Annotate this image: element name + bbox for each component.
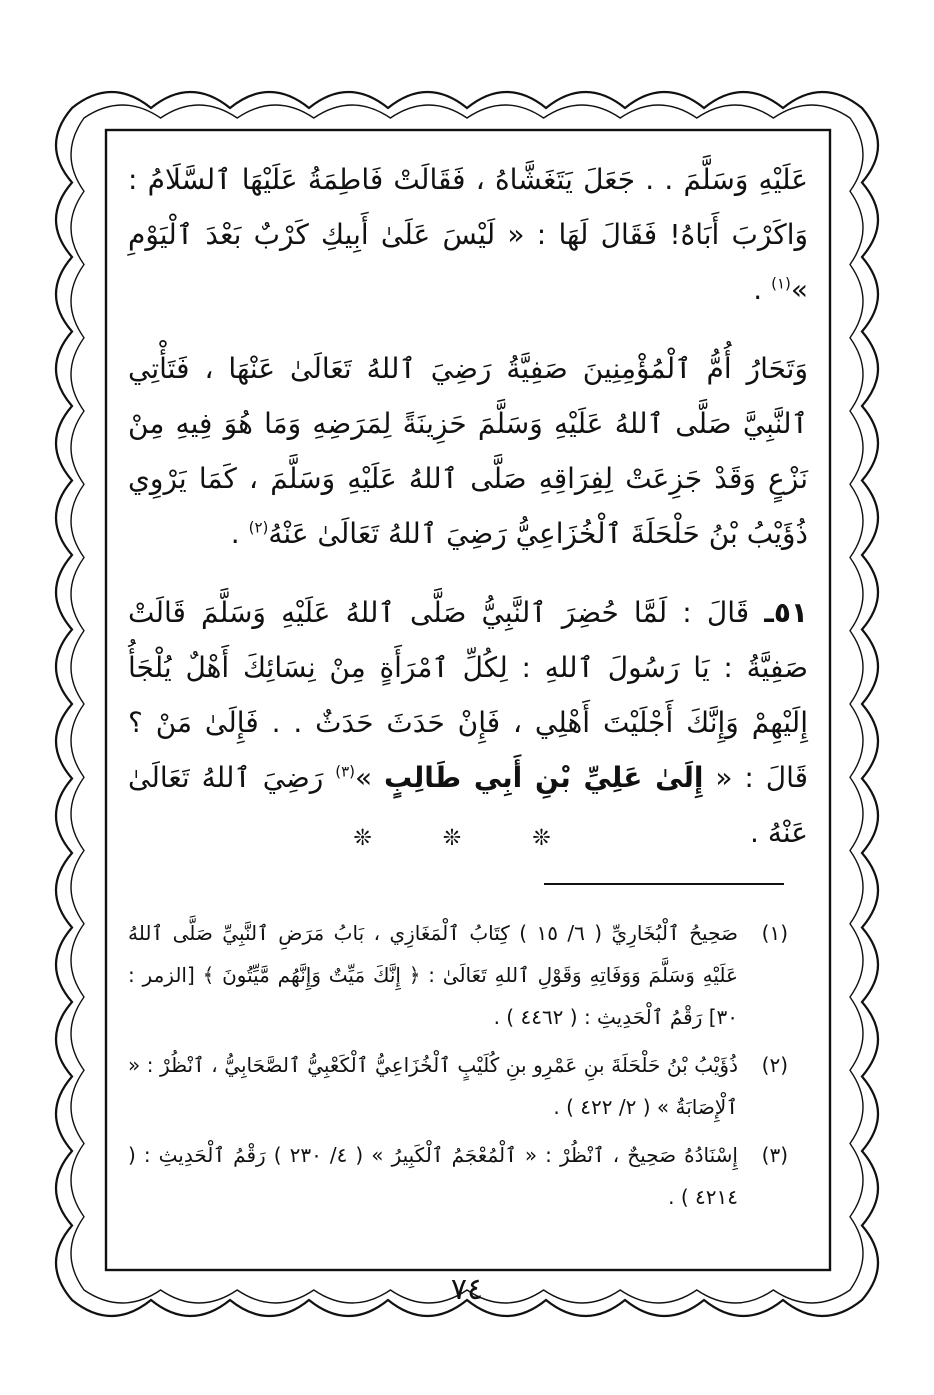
paragraph-2-end: . bbox=[230, 517, 249, 550]
footnote-number: (٣) bbox=[761, 1143, 788, 1167]
paragraph-3-end: رَضِيَ ٱللهُ تَعَالَىٰ عَنْهُ . bbox=[128, 761, 808, 849]
footnote-item bbox=[128, 1044, 788, 1128]
footnote-ref-3: (٣) bbox=[335, 762, 356, 781]
page-number: ٧٤ bbox=[450, 1272, 484, 1307]
hadith-number: ٥١ـ bbox=[764, 596, 808, 629]
paragraph-3-quote-bold: إِلَىٰ عَلِيِّ بْنِ أَبِي طَالِبٍ bbox=[384, 761, 704, 794]
footnote-item bbox=[128, 912, 788, 1038]
footnote-ref-1: (١) bbox=[771, 274, 791, 293]
footnote-divider bbox=[544, 883, 784, 885]
section-separator: ❊ ❊ ❊ bbox=[353, 826, 583, 851]
footnote-ref-2: (٢) bbox=[248, 518, 269, 537]
paragraph-1 bbox=[128, 152, 808, 317]
paragraph-2 bbox=[128, 341, 808, 561]
paragraph-2-text: وَتَحَارُ أُمُّ ٱلْمُؤْمِنِينَ صَفِيَّةُ رَضِيَ ٱللهُ تَعَالَىٰ عَنْهَا ، فَتَأْتِي ٱلنَّبِيَّ صَلَّى ٱللهُ عَلَيْهِ وَسَلَّمَ حَزِينَةً لِمَرَضِهِ وَمَا هُوَ فِيهِ مِنْ نَزْعٍ وَقَدْ جَزِعَتْ لِفِرَاقِهِ صَلَّى ٱللهُ عَلَيْهِ وَسَلَّمَ ، كَمَا يَرْوِي ذُؤَيْبُ بْنُ حَلْحَلَةَ ٱلْخُزَاعِيُّ رَضِيَ ٱللهُ تَعَالَىٰ عَنْهُ bbox=[128, 352, 808, 550]
paragraph-3-hadith-51 bbox=[128, 585, 808, 860]
footnote-text: صَحِيحُ ٱلْبُخَارِيِّ ( ٦/ ١٥ ) كِتَابُ ٱلْمَغَازِي ، بَابُ مَرَضِ ٱلنَّبِيِّ صَلَّى ٱللهُ عَلَيْهِ وَسَلَّمَ وَوَفَاتِهِ وَقَوْلِ ٱللهِ تَعَالَىٰ : ﴿ إِنَّكَ مَيِّتٌ وَإِنَّهُم مَّيِّتُونَ ﴾ [الزمر : ٣٠] رَقْمُ ٱلْحَدِيثِ : ( ٤٤٦٢ ) . bbox=[128, 921, 738, 1029]
paragraph-3-text-b: » bbox=[355, 761, 385, 794]
paragraph-1-text: عَلَيْهِ وَسَلَّمَ . . جَعَلَ يَتَغَشَّاهُ ، فَقَالَتْ فَاطِمَةُ عَلَيْهَا ٱلسَّلَامُ : وَاكَرْبَ أَبَاهُ! فَقَالَ لَهَا : « لَيْسَ عَلَىٰ أَبِيكِ كَرْبٌ بَعْدَ ٱلْيَوْمِ » bbox=[128, 163, 808, 306]
footnote-number: (١) bbox=[761, 921, 788, 945]
paragraph-1-end: . bbox=[753, 273, 772, 306]
paragraph-3-text-a: قَالَ : لَمَّا حُضِرَ ٱلنَّبِيُّ صَلَّى ٱللهُ عَلَيْهِ وَسَلَّمَ قَالَتْ صَفِيَّةُ : يَا رَسُولَ ٱللهِ : لِكُلِّ ٱمْرَأَةٍ مِنْ نِسَائِكَ أَهْلٌ يُلْجَأُ إِلَيْهِمْ وَإِنَّكَ أَجْلَيْتَ أَهْلِي ، فَإِنْ حَدَثَ حَدَثٌ . . فَإِلَىٰ مَنْ ؟ قَالَ : « bbox=[128, 596, 809, 794]
footnotes-list bbox=[128, 912, 788, 1224]
main-text-block bbox=[128, 152, 808, 860]
footnote-item bbox=[128, 1134, 788, 1218]
footnote-text: ذُؤَيْبُ بْنُ حَلْحَلَةَ بنِ عَمْرِو بنِ كُلَيْبٍ ٱلْخُزَاعِيُّ ٱلْكَعْبِيُّ ٱلصَّحَابِيُّ ، ٱنْظُرْ : « ٱلْإِصَابَةُ » ( ٢/ ٤٢٢ ) . bbox=[128, 1053, 738, 1119]
footnote-number: (٢) bbox=[761, 1053, 788, 1077]
footnote-text: إِسْنَادُهُ صَحِيحٌ ، ٱنْظُرْ : « ٱلْمُعْجَمُ ٱلْكَبِيرُ » ( ٤/ ٢٣٠ ) رَقْمُ ٱلْحَدِيثِ : ( ٤٢١٤ ) . bbox=[128, 1143, 738, 1209]
